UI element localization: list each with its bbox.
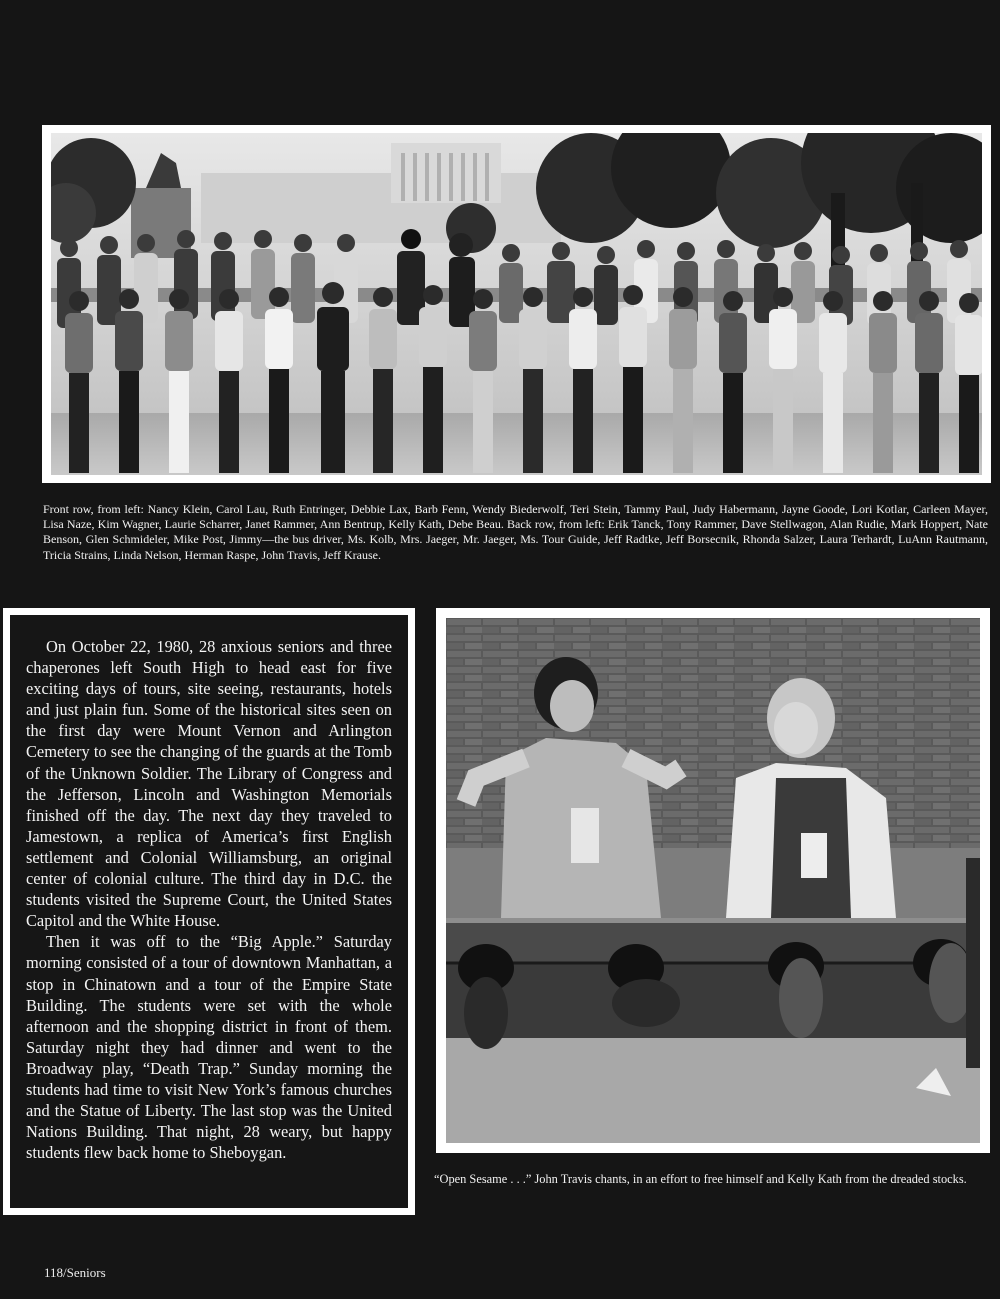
article-body: [10, 615, 408, 1208]
stocks-photo: [436, 608, 990, 1153]
article-paragraph-1: On October 22, 1980, 28 anxious seniors and three chaperones left South High to head east for five exciting days of tours, site seeing, restaurants, hotels and just plain fun. Some of the historical sites seen on the first day were Mount Vernon and Arlington Cemetery to see the changing of the guards at the Tomb of the Unknown Soldier. The Library of Congress and the Jefferson, Lincoln and Washington Memorials finished off the day. The next day they traveled to Jamestown, a replica of America’s first English settlement and Colonial Williamsburg, an original center of colonial culture. The third day in D.C. the students visited the Supreme Court, the United States Capitol and the White House.: [26, 637, 392, 931]
group-photo-caption: Front row, from left: Nancy Klein, Carol Lau, Ruth Entringer, Debbie Lax, Barb Fenn, Wendy Biederwolf, Teri Stein, Tammy Paul, Judy Habermann, Jayne Goode, Lori Kotlar, Carleen Mayer, Lisa Naze, Kim Wagner, Laurie Scharrer, Janet Rammer, Ann Bentrup, Kelly Kath, Debe Beau. Back row, from left: Erik Tanck, Tony Rammer, Dave Stellwagon, Alan Rudie, Mark Hoppert, Nate Benson, Glen Schmideler, Mike Post, Jimmy—the bus driver, Ms. Kolb, Mrs. Jaeger, Mr. Jaeger, Ms. Tour Guide, Jeff Radtke, Jeff Borsecnik, Rhonda Salzer, Laura Terhardt, LuAnn Rautmann, Tricia Strains, Linda Nelson, Herman Raspe, John Travis, Jeff Krause.: [43, 502, 988, 562]
article-box: [3, 608, 415, 1215]
stocks-photo-caption: “Open Sesame . . .” John Travis chants, in an effort to free himself and Kelly Kath from the dreaded stocks.: [434, 1172, 967, 1186]
group-photo-image: [51, 133, 982, 475]
page-folio: 118/Seniors: [44, 1265, 106, 1280]
article-paragraph-2: Then it was off to the “Big Apple.” Saturday morning consisted of a tour of downtown Manhattan, a stop in Chinatown and a tour of the Empire State Building. The students were set with the whole afternoon and the shopping district in front of them. Saturday night they had dinner and went to the Broadway play, “Death Trap.” Sunday morning the students had time to visit New York’s famous churches and the Statue of Liberty. The last stop was the United Nations Building. That night, 28 weary, but happy students flew back home to Sheboygan.: [26, 932, 392, 1163]
group-photo: [42, 125, 991, 483]
stocks-photo-image: [446, 618, 980, 1143]
